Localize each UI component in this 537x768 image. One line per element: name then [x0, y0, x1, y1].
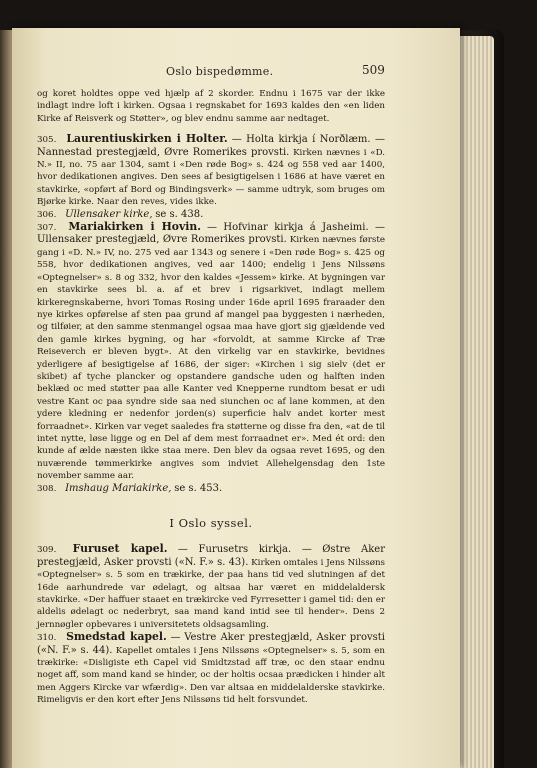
- entry-title: Furuset kapel.: [72, 542, 168, 556]
- entry-number: 305.: [37, 135, 57, 146]
- running-title: Oslo bispedømme.: [166, 65, 274, 78]
- entry-norse-name: —: [170, 632, 181, 644]
- entry-title: Smedstad kapel.: [66, 630, 167, 644]
- entry-parish: Vestre Aker prestegjæld, Asker provsti («N. F.» s. 44).: [37, 632, 385, 656]
- entry-xref-name: Imshaug Mariakirke,: [65, 482, 172, 494]
- entry-number: 307.: [37, 223, 57, 234]
- entry-body: Kirken nævnes i «D. N.» II, no. 75 aar 1304, samt i «Den røde Bog» s. 424 og 558 ved aar 1400, hvor dedikationen angives. Den sees af besigtigelsen i 1686 at have været en stavkirke, «opført af Bord og Bindingsverk» — samme udtryk, som bruges om Bjørke kirke. Naar den reves, vides ikke.: [37, 147, 385, 208]
- entry-number: 306.: [37, 209, 57, 220]
- entry-308: [37, 483, 385, 495]
- entry-norse-name: — Holta kirkja í Norðlæm. —: [231, 134, 385, 146]
- entry-309: [37, 543, 385, 631]
- entry-number: 308.: [37, 483, 57, 494]
- entry-body: Kirken nævnes første gang i «D. N.» IV, no. 275 ved aar 1343 og senere i «Den røde Bog» s. 425 og 558, hvor dedikationen angives, ved aar 1400; endelig i Jens Nilssøns «Optegnelser» s. 8 og 332, hvor den kaldes «Jessem» kirke. At bygningen var en stavkirke sees bl. a. af et brev i rigsarkivet, indlagt mellem kirkeregnskaberne, hvori Tomas Rosing under 16de april 1695 fraraader den nye kirkes opførelse af sten paa grund af mangel paa byggesten i nærheden, og tilføier, at den samme stenmangel ogsaa maa have gjort sig gjældende ved den gamle kirkes bygning, og har «forvoldt, at samme Kircke af Træ Reiseverch er bleven bygt». At den virkelig var en stavkirke, bevidnes yderligere af besigtigelse af 1686, der siger: «Kirchen i sig sielv (det er skibet) af tyche plancker og opstandere gandsche uden og halften inden beklæd oc med støtter paa alle Kanter ved Knepperne rundtom besat er udi vestre Kant oc paa syndre side saa ned siunchen oc af lane kommen, at den ydere kledning er nedenfor jorden(s) superficie halv andet korter mest forraadnet». Kirken var veget saaledes fra støtterne og disse fra den, «at de til intet nytte, løse ligge og en Del af dem mest forraadnet er». Med ét ord: den kunde af ælde næsten ikke staa mere. Den blev da ogsaa revet 1695, og den nuværende tømmerkirke angives som indviet Allehelgensdag den 1ste november samme aar.: [37, 235, 386, 482]
- entry-number: 309.: [37, 545, 57, 556]
- entry-xref-page: se s. 438.: [155, 208, 204, 220]
- entry-parish: Østre Aker prestegjæld, Asker provsti («N. F.» s. 43).: [37, 544, 385, 568]
- entry-310: [37, 631, 385, 706]
- top-paragraph: og koret holdtes oppe ved hjælp af 2 skorder. Endnu i 1675 var der ikke indlagt indre loft i kirken. Ogsaa i regnskabet for 1693 kaldes den «en liden Kirke af Reisverk og Støtter», og blev endnu samme aar nedtaget.: [37, 89, 385, 124]
- entry-307: [37, 221, 385, 483]
- entry-body: Kirken omtales i Jens Nilssøns «Optegnelser» s. 5 som en trækirke, der paa hans tid ved slutningen af det 16de aarhundrede var ødelagt, og altsaa har været en middelaldersk stavkirke. «Der haffuer staaet en trækircke ved Fyrresetter i gamel tid: den er aldelis ødelagt oc nederbryt, saa mand kand intid see til hender». Dens 2 jernnøgler opbevares i universitetets oldsagsamling.: [37, 557, 385, 630]
- page-number: 509: [362, 63, 385, 77]
- entry-number: 310.: [37, 633, 57, 644]
- page-header: [0, 63, 537, 81]
- entry-parish: Nannestad prestegjæld, Øvre Romerikes provsti.: [37, 146, 290, 158]
- entry-body: Kapellet omtales i Jens Nilssøns «Optegnelser» s. 5, som en trækirke: «Disligiste eth Capel vid Smidtzstad aff træ, oc den staar endnu noget aff, som mand kand se hinder, oc der holtis ocsaa prædicken i hinder alt men Aggers Kircke var wfærdig». Den var altsaa en middelalderske stavkirke. Rimeligvis er den kort efter Jens Nilssøns tid helt forsvundet.: [37, 645, 385, 706]
- entry-norse-name: — Furusetrs kirkja. —: [177, 544, 312, 556]
- entry-305: [37, 133, 385, 208]
- entry-xref-name: Ullensaker kirke,: [65, 208, 153, 220]
- entry-parish: Ullensaker prestegjæld, Øvre Romerikes provsti.: [37, 234, 287, 246]
- section-heading: I Oslo syssel.: [169, 516, 253, 530]
- entry-title: Mariakirken i Hovin.: [68, 220, 201, 234]
- entry-title: Laurentiuskirken i Holter.: [66, 132, 228, 146]
- page-body: [37, 88, 385, 707]
- entry-xref-page: se s. 453.: [174, 482, 223, 494]
- entry-norse-name: — Hofvinar kirkja á Jasheimi. —: [206, 222, 386, 234]
